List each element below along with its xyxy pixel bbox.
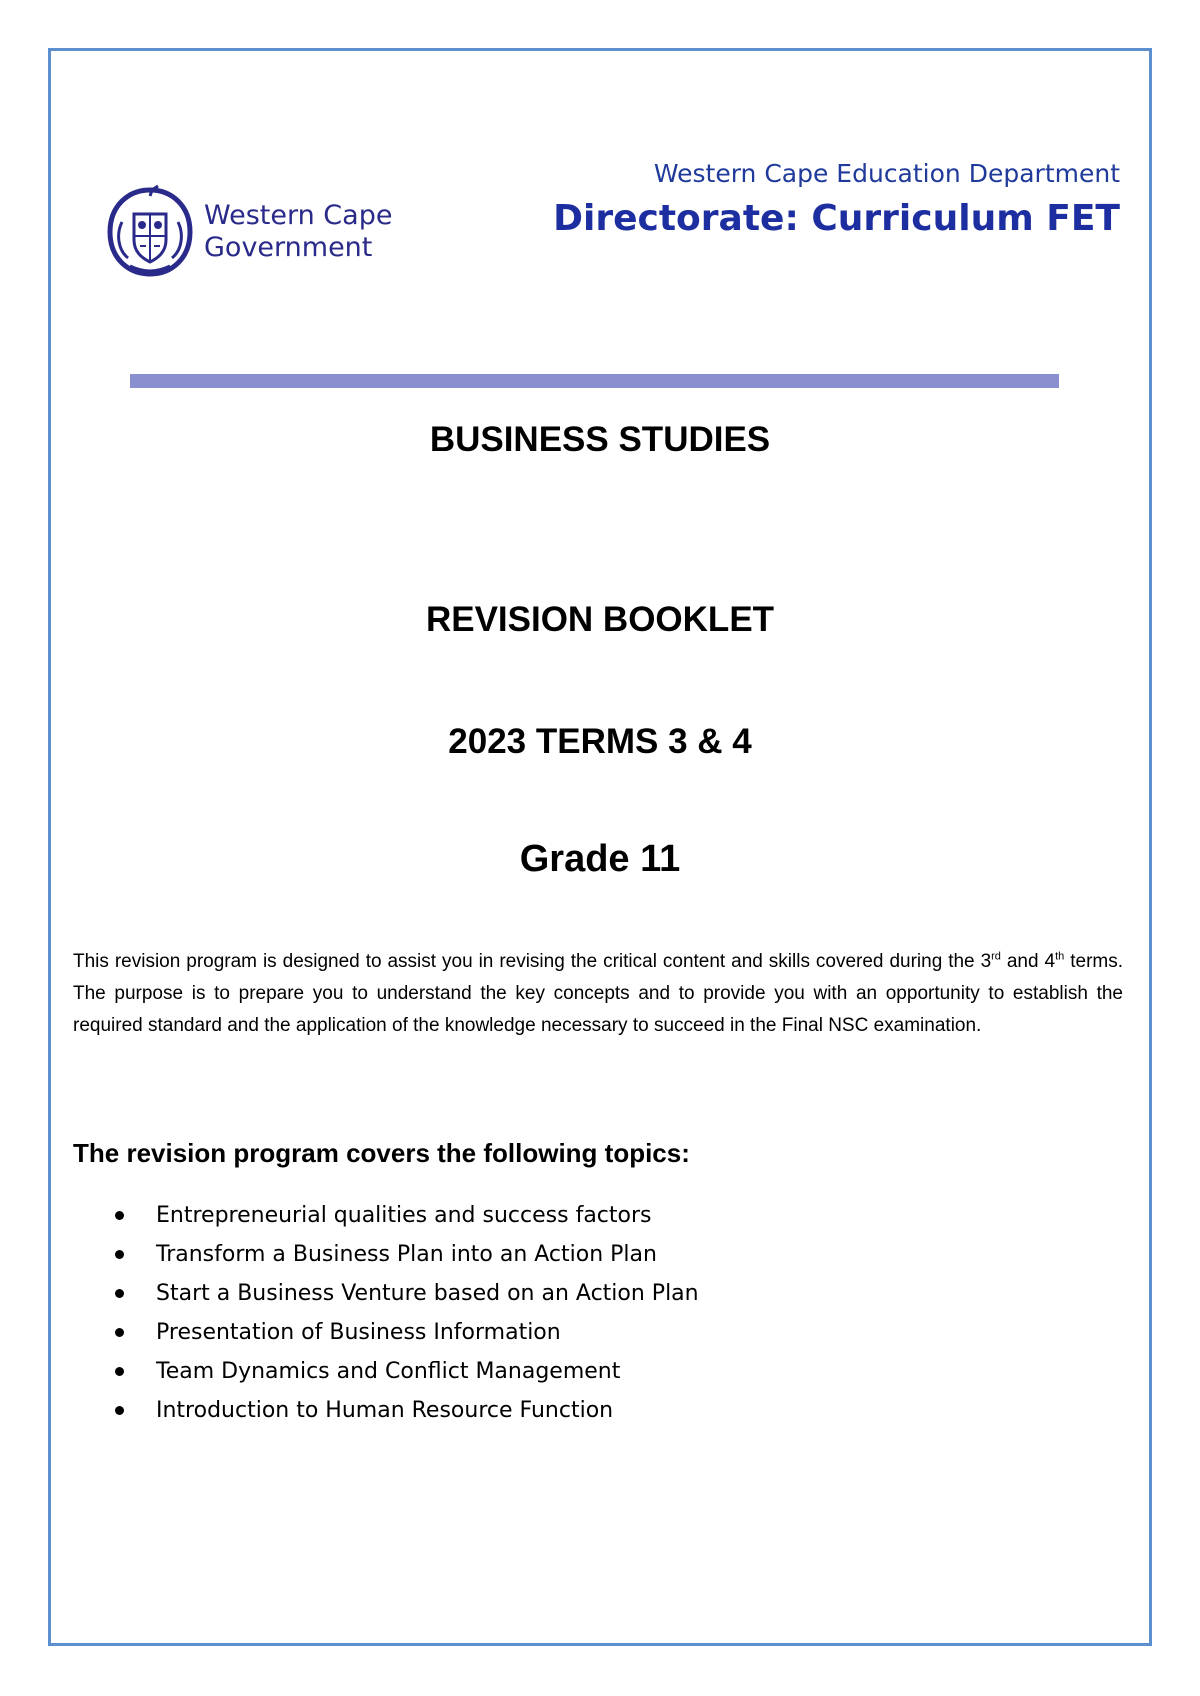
grade-title: Grade 11 [519,838,681,880]
horizontal-rule [130,374,1059,388]
list-item [100,1352,699,1391]
logo-line-2: Government [204,232,373,263]
intro-text-3: terms. The purpose is to prepare you to understand the key concepts and to provide you with an opportunity to establish the required standard and the application of the knowledge necessary to succeed in the Final NSC examination. [73,951,1124,1036]
intro-sup-th: th [1055,950,1065,963]
topic-label: Start a Business Venture based on an Action Plan [156,1281,699,1306]
topic-label: Introduction to Human Resource Function [156,1398,614,1423]
bullet-icon [115,1250,124,1259]
bullet-icon [115,1328,124,1337]
terms-title: 2023 TERMS 3 & 4 [448,722,752,761]
topic-label: Transform a Business Plan into an Action Plan [156,1242,657,1267]
western-cape-government-logo [100,182,430,282]
intro-sup-rd: rd [991,950,1001,963]
directorate-title: Directorate: Curriculum FET [553,198,1120,239]
list-item [100,1274,699,1313]
department-block [553,158,1120,244]
list-item [100,1391,699,1430]
bullet-icon [115,1289,124,1298]
list-item [100,1196,699,1235]
bullet-icon [115,1211,124,1220]
list-item [100,1313,699,1352]
intro-text-1: This revision program is designed to assist you in revising the critical content and skills covered during the 3 [73,951,992,972]
topic-label: Entrepreneurial qualities and success factors [156,1203,652,1228]
bullet-icon [115,1406,124,1415]
intro-text-2: and 4 [1000,951,1056,972]
intro-paragraph [73,946,1123,1042]
coat-of-arms-icon [100,182,200,282]
subject-title: BUSINESS STUDIES [429,420,771,459]
bullet-icon [115,1367,124,1376]
list-item [100,1235,699,1274]
topics-list [100,1196,699,1430]
topic-label: Presentation of Business Information [156,1320,561,1345]
topic-label: Team Dynamics and Conflict Management [156,1359,621,1384]
booklet-title: REVISION BOOKLET [425,600,775,639]
logo-line-1: Western Cape [204,200,393,231]
department-name: Western Cape Education Department [653,159,1120,188]
topics-heading: The revision program covers the following topics: [73,1138,690,1168]
